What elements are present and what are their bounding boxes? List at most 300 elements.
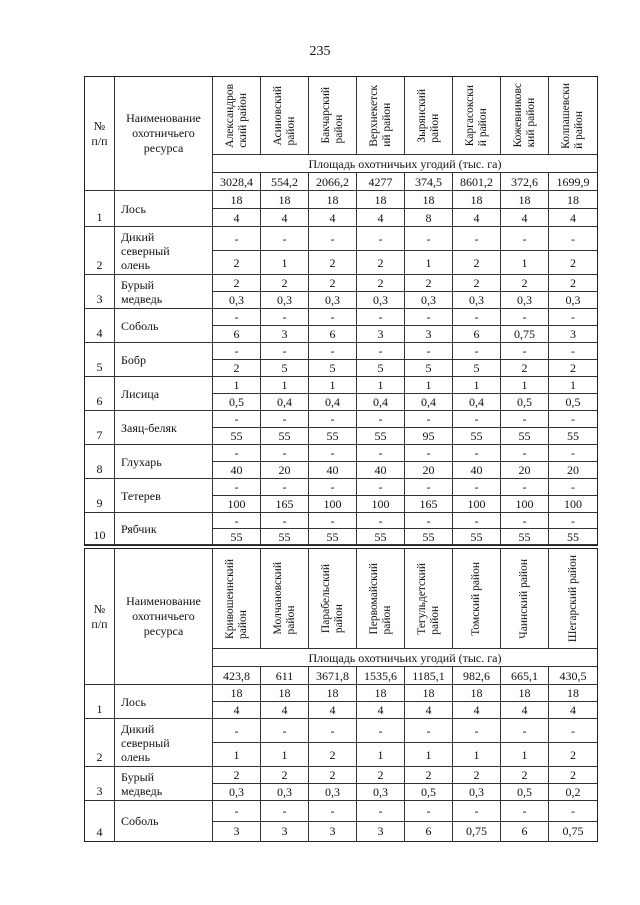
value-cell <box>405 767 453 801</box>
value-cell <box>261 377 309 411</box>
value-cell <box>501 411 549 445</box>
value-top: - <box>405 309 452 326</box>
value-top: - <box>453 719 500 743</box>
value-cell <box>501 309 549 343</box>
value-bottom: 55 <box>278 429 291 443</box>
value-stack <box>309 275 356 308</box>
page-number: 235 <box>309 44 331 59</box>
value-cell <box>309 411 357 445</box>
value-stack <box>501 377 548 410</box>
value-cell <box>405 479 453 513</box>
row-number: 9 <box>85 479 115 513</box>
value-top: - <box>501 227 548 251</box>
value-cell <box>261 411 309 445</box>
value-bottom: 2 <box>521 361 528 375</box>
value-top: - <box>453 479 500 496</box>
value-bottom: 55 <box>278 529 291 544</box>
value-top: - <box>213 227 260 251</box>
value-top: 2 <box>261 767 308 784</box>
value-stack <box>453 343 500 376</box>
value-top: - <box>213 445 260 462</box>
value-cell <box>453 513 501 545</box>
value-top: - <box>453 513 500 529</box>
value-cell <box>309 275 357 309</box>
value-top: - <box>501 513 548 529</box>
value-stack <box>549 377 597 410</box>
value-cell <box>357 275 405 309</box>
area-value: 611 <box>261 667 309 685</box>
value-bottom: 165 <box>275 497 294 511</box>
resource-name: Заяц-беляк <box>115 411 213 445</box>
value-top: 2 <box>405 275 452 292</box>
value-stack <box>357 479 404 512</box>
value-bottom: 3 <box>329 824 336 839</box>
value-stack <box>357 275 404 308</box>
value-cell <box>453 685 501 719</box>
value-top: - <box>309 719 356 743</box>
value-bottom: 5 <box>473 361 480 375</box>
value-bottom: 0,3 <box>565 293 581 307</box>
value-stack <box>261 719 308 766</box>
area-value: 982,6 <box>453 667 501 685</box>
value-bottom: 2 <box>377 255 384 270</box>
value-stack <box>501 343 548 376</box>
value-bottom: 0,3 <box>517 293 532 307</box>
value-stack <box>213 513 260 544</box>
value-bottom: 6 <box>521 824 528 839</box>
value-stack <box>261 479 308 512</box>
value-top: - <box>261 411 308 428</box>
value-cell <box>453 801 501 841</box>
district-header <box>501 549 549 649</box>
value-stack <box>405 309 452 342</box>
district-name: Асиновский район <box>271 85 297 146</box>
value-top: - <box>309 411 356 428</box>
value-top: - <box>357 801 404 822</box>
value-bottom: 55 <box>230 429 243 443</box>
value-cell <box>405 275 453 309</box>
value-stack <box>453 801 500 841</box>
value-top: - <box>261 309 308 326</box>
district-name: Шегарский район <box>566 554 579 643</box>
value-cell <box>405 513 453 545</box>
district-name: Тегульдетский район <box>415 562 441 635</box>
value-stack <box>405 445 452 478</box>
value-stack <box>357 227 404 274</box>
resource-name: Соболь <box>115 801 213 841</box>
value-cell <box>309 377 357 411</box>
value-bottom: 4 <box>521 703 528 717</box>
value-top: - <box>549 343 597 360</box>
value-stack <box>213 685 260 718</box>
value-bottom: 55 <box>567 429 579 443</box>
resource-name: Лось <box>115 191 213 227</box>
value-cell <box>549 513 597 545</box>
value-cell <box>309 191 357 227</box>
value-cell <box>405 801 453 841</box>
value-cell <box>261 445 309 479</box>
value-cell <box>405 445 453 479</box>
value-stack <box>549 685 597 718</box>
value-cell <box>453 309 501 343</box>
value-cell <box>405 719 453 767</box>
value-bottom: 0,3 <box>229 293 244 307</box>
value-stack <box>357 343 404 376</box>
district-name: Кривошеинский район <box>223 558 249 639</box>
value-top: - <box>213 513 260 529</box>
value-cell <box>357 685 405 719</box>
value-top: 2 <box>549 767 597 784</box>
value-cell <box>213 411 261 445</box>
value-stack <box>501 445 548 478</box>
value-cell <box>213 479 261 513</box>
value-stack <box>213 227 260 274</box>
value-cell <box>453 275 501 309</box>
row-number: 2 <box>85 227 115 275</box>
value-stack <box>309 445 356 478</box>
value-top: 2 <box>501 767 548 784</box>
area-value: 2066,2 <box>309 173 357 191</box>
value-top: - <box>309 309 356 326</box>
value-bottom: 5 <box>329 361 336 375</box>
value-cell <box>405 227 453 275</box>
value-stack <box>501 513 548 544</box>
row-number: 2 <box>85 719 115 767</box>
value-bottom: 2 <box>329 747 336 762</box>
value-cell <box>357 343 405 377</box>
value-cell <box>501 227 549 275</box>
district-name: Бакчарский район <box>319 87 345 144</box>
value-stack <box>309 191 356 226</box>
value-top: 18 <box>501 191 548 209</box>
district-header <box>453 77 501 155</box>
value-top: - <box>261 719 308 743</box>
row-number: 8 <box>85 445 115 479</box>
value-stack <box>309 227 356 274</box>
value-stack <box>357 801 404 841</box>
value-stack <box>549 513 597 544</box>
value-top: 2 <box>357 275 404 292</box>
value-top: - <box>261 479 308 496</box>
value-stack <box>549 343 597 376</box>
value-top: - <box>357 343 404 360</box>
value-stack <box>549 309 597 342</box>
value-cell <box>549 343 597 377</box>
value-bottom: 3 <box>233 824 240 839</box>
value-cell <box>261 309 309 343</box>
value-cell <box>309 767 357 801</box>
value-cell <box>453 191 501 227</box>
value-top: - <box>453 445 500 462</box>
value-stack <box>501 275 548 308</box>
value-top: 18 <box>501 685 548 702</box>
value-top: 1 <box>501 377 548 394</box>
value-cell <box>453 445 501 479</box>
value-stack <box>261 343 308 376</box>
value-cell <box>453 479 501 513</box>
value-stack <box>501 685 548 718</box>
value-top: - <box>453 227 500 251</box>
value-stack <box>309 411 356 444</box>
value-bottom: 0,4 <box>325 395 340 409</box>
row-number: 1 <box>85 191 115 227</box>
value-cell <box>501 479 549 513</box>
value-bottom: 55 <box>326 429 339 443</box>
value-bottom: 0,4 <box>373 395 388 409</box>
value-top: 18 <box>405 191 452 209</box>
value-top: - <box>405 513 452 529</box>
row-number: 1 <box>85 685 115 719</box>
value-stack <box>357 411 404 444</box>
value-stack <box>309 685 356 718</box>
value-top: - <box>309 801 356 822</box>
value-top: - <box>549 411 597 428</box>
value-top: 1 <box>405 377 452 394</box>
value-stack <box>405 479 452 512</box>
district-header <box>549 549 597 649</box>
district-header <box>357 77 405 155</box>
value-top: - <box>405 801 452 822</box>
value-cell <box>405 309 453 343</box>
value-top: - <box>261 801 308 822</box>
value-bottom: 165 <box>419 497 438 511</box>
value-bottom: 0,4 <box>469 395 484 409</box>
value-bottom: 0,5 <box>517 785 532 799</box>
value-top: 18 <box>261 685 308 702</box>
value-cell <box>405 377 453 411</box>
value-top: - <box>549 227 597 251</box>
value-cell <box>357 377 405 411</box>
value-top: - <box>405 719 452 743</box>
value-bottom: 1 <box>521 747 528 762</box>
area-value: 1535,6 <box>357 667 405 685</box>
value-cell <box>549 801 597 841</box>
value-top: - <box>213 343 260 360</box>
value-cell <box>357 411 405 445</box>
value-bottom: 0,5 <box>421 785 436 799</box>
value-bottom: 0,3 <box>325 293 340 307</box>
value-top: 18 <box>213 685 260 702</box>
value-top: - <box>549 801 597 822</box>
value-top: - <box>261 513 308 529</box>
value-top: - <box>261 445 308 462</box>
value-top: - <box>501 309 548 326</box>
value-bottom: 100 <box>227 497 246 511</box>
value-stack <box>405 343 452 376</box>
value-bottom: 55 <box>374 429 387 443</box>
value-bottom: 2 <box>233 361 240 375</box>
value-cell <box>309 513 357 545</box>
district-header <box>405 549 453 649</box>
value-stack <box>357 685 404 718</box>
value-bottom: 55 <box>230 529 243 544</box>
value-stack <box>549 445 597 478</box>
value-top: - <box>309 227 356 251</box>
value-stack <box>501 719 548 766</box>
district-name: Томский район <box>470 561 482 636</box>
value-top: - <box>213 479 260 496</box>
value-bottom: 5 <box>425 361 432 375</box>
value-stack <box>501 309 548 342</box>
value-bottom: 0,5 <box>229 395 244 409</box>
value-stack <box>453 479 500 512</box>
value-cell <box>549 377 597 411</box>
value-cell <box>213 309 261 343</box>
value-stack <box>405 377 452 410</box>
value-cell <box>501 685 549 719</box>
district-header <box>309 77 357 155</box>
value-bottom: 1 <box>281 747 288 762</box>
value-top: - <box>213 309 260 326</box>
value-stack <box>357 191 404 226</box>
value-bottom: 1 <box>281 255 288 270</box>
value-stack <box>501 227 548 274</box>
value-bottom: 4 <box>233 210 240 225</box>
area-value: 1185,1 <box>405 667 453 685</box>
value-stack <box>405 275 452 308</box>
value-cell <box>261 801 309 841</box>
value-bottom: 0,2 <box>565 785 581 799</box>
value-cell <box>357 309 405 343</box>
value-cell <box>549 479 597 513</box>
value-bottom: 40 <box>470 463 483 477</box>
value-stack <box>453 513 500 544</box>
area-value: 372,6 <box>501 173 549 191</box>
value-cell <box>549 309 597 343</box>
value-bottom: 0,3 <box>373 293 388 307</box>
value-stack <box>405 767 452 800</box>
resource-name: Соболь <box>115 309 213 343</box>
value-top: 2 <box>309 275 356 292</box>
value-cell <box>309 309 357 343</box>
value-cell <box>357 719 405 767</box>
value-stack <box>357 309 404 342</box>
value-bottom: 4 <box>521 210 528 225</box>
value-bottom: 6 <box>425 824 432 839</box>
value-cell <box>309 343 357 377</box>
value-cell <box>213 719 261 767</box>
value-cell <box>453 411 501 445</box>
value-top: - <box>213 719 260 743</box>
value-stack <box>453 411 500 444</box>
value-bottom: 40 <box>326 463 339 477</box>
value-bottom: 0,3 <box>469 293 484 307</box>
value-stack <box>213 377 260 410</box>
value-cell <box>261 275 309 309</box>
value-stack <box>309 801 356 841</box>
value-stack <box>309 719 356 766</box>
value-stack <box>213 719 260 766</box>
value-bottom: 20 <box>567 463 579 477</box>
value-stack <box>549 227 597 274</box>
value-stack <box>357 719 404 766</box>
value-bottom: 0,75 <box>514 327 535 341</box>
header-name-label: Наименование охотничьего ресурса <box>115 549 213 685</box>
value-cell <box>405 685 453 719</box>
value-top: - <box>549 309 597 326</box>
value-stack <box>549 191 597 226</box>
table-grid <box>85 549 597 841</box>
row-number: 4 <box>85 801 115 841</box>
value-bottom: 0,3 <box>469 785 484 799</box>
value-cell <box>309 227 357 275</box>
value-top: - <box>501 719 548 743</box>
value-bottom: 0,3 <box>325 785 340 799</box>
value-top: 1 <box>453 377 500 394</box>
district-header <box>261 77 309 155</box>
district-name: Парабельский район <box>319 563 345 634</box>
table-section-1 <box>84 76 598 546</box>
value-stack <box>453 719 500 766</box>
value-cell <box>549 411 597 445</box>
value-bottom: 1 <box>473 747 480 762</box>
value-stack <box>549 719 597 766</box>
value-stack <box>261 191 308 226</box>
value-top: 18 <box>309 685 356 702</box>
district-header <box>501 77 549 155</box>
district-name: Верхнекетск ий район <box>367 84 393 147</box>
value-top: - <box>549 513 597 529</box>
area-value: 423,8 <box>213 667 261 685</box>
value-bottom: 0,3 <box>373 785 388 799</box>
table-section-2 <box>84 548 598 842</box>
value-stack <box>549 767 597 800</box>
value-stack <box>549 801 597 841</box>
value-top: 18 <box>549 191 597 209</box>
area-value: 1699,9 <box>549 173 597 191</box>
value-cell <box>549 685 597 719</box>
value-bottom: 8 <box>425 210 432 225</box>
value-cell <box>213 343 261 377</box>
value-top: - <box>501 411 548 428</box>
table-grid <box>85 77 597 545</box>
value-top: 2 <box>501 275 548 292</box>
value-stack <box>501 479 548 512</box>
value-top: - <box>453 411 500 428</box>
value-bottom: 3 <box>425 327 432 341</box>
value-cell <box>357 479 405 513</box>
value-bottom: 0,5 <box>565 395 581 409</box>
resource-name: Бобр <box>115 343 213 377</box>
value-top: - <box>405 343 452 360</box>
value-bottom: 6 <box>233 327 240 341</box>
value-stack <box>309 767 356 800</box>
value-cell <box>357 513 405 545</box>
value-bottom: 55 <box>422 529 435 544</box>
value-top: - <box>309 445 356 462</box>
value-top: - <box>309 343 356 360</box>
district-header <box>549 77 597 155</box>
value-bottom: 0,3 <box>277 293 292 307</box>
value-stack <box>453 227 500 274</box>
value-bottom: 55 <box>470 429 483 443</box>
value-bottom: 100 <box>323 497 342 511</box>
value-top: 18 <box>357 191 404 209</box>
value-stack <box>549 275 597 308</box>
value-bottom: 3 <box>281 327 288 341</box>
value-top: - <box>549 719 597 743</box>
value-cell <box>549 275 597 309</box>
district-name: Молчановский район <box>271 562 297 635</box>
resource-name: Бурый медведь <box>115 275 213 309</box>
resource-name: Лисица <box>115 377 213 411</box>
row-number: 10 <box>85 513 115 545</box>
district-name: Первомайский район <box>367 562 393 635</box>
value-bottom: 55 <box>374 529 387 544</box>
value-stack <box>501 191 548 226</box>
value-top: - <box>549 445 597 462</box>
value-bottom: 2 <box>570 361 576 375</box>
